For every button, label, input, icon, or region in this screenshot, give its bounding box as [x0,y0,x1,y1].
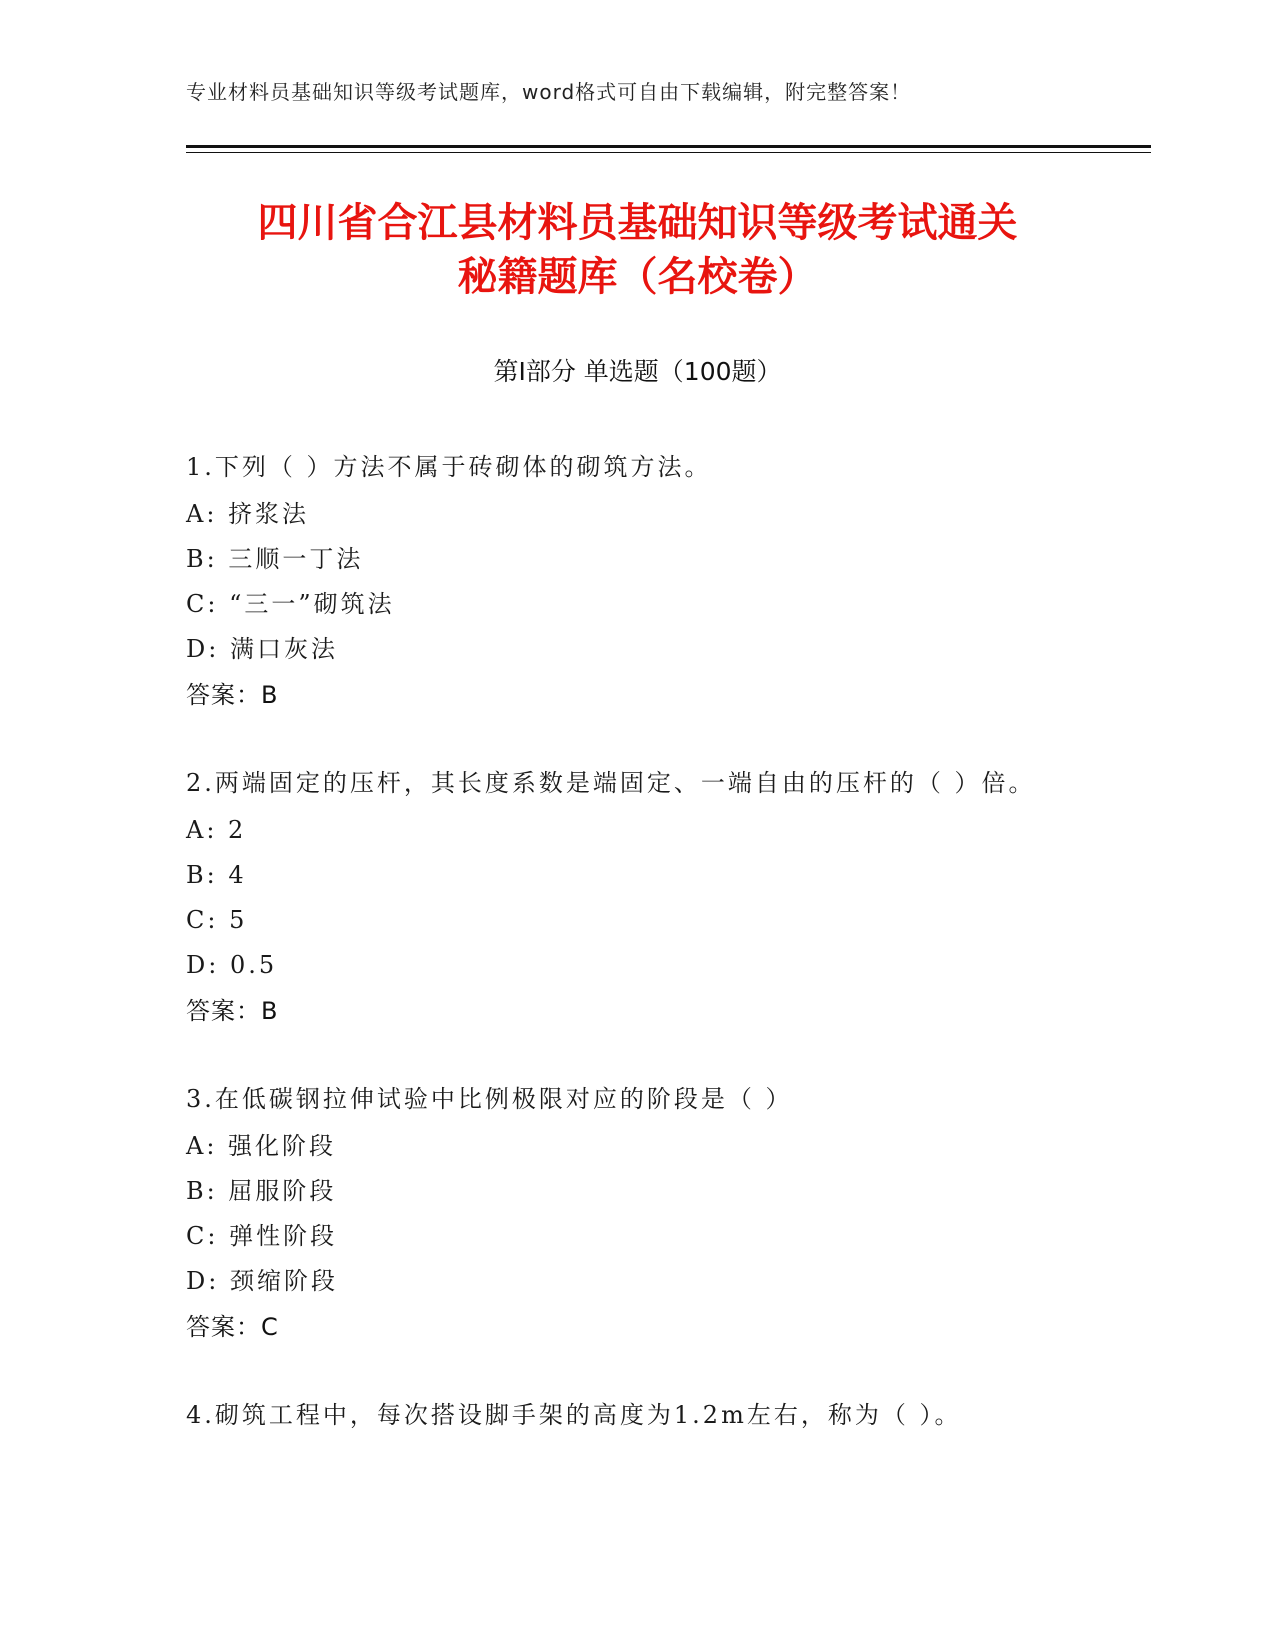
option-a: A: 强化阶段 [186,1132,337,1160]
header-note: 专业材料员基础知识等级考试题库，word格式可自由下载编辑，附完整答案！ [186,80,912,104]
question-stem: 3.在低碳钢拉伸试验中比例极限对应的阶段是（ ） [186,1085,793,1113]
option-d: D: 颈缩阶段 [186,1267,338,1295]
option-d: D: 0.5 [186,951,278,979]
document-title-line-1: 四川省合江县材料员基础知识等级考试通关 [257,200,1018,246]
option-b: B: 三顺一丁法 [186,545,364,573]
document-title [150,196,1125,304]
answer: 答案：B [186,997,279,1025]
option-c: C: 5 [186,906,248,934]
option-c: C: “三一”砌筑法 [186,590,395,618]
option-a: A: 2 [186,816,247,844]
option-c: C: 弹性阶段 [186,1222,338,1250]
question-stem: 4.砌筑工程中，每次搭设脚手架的高度为1.2m左右，称为（ ）。 [186,1401,962,1429]
section-heading: 第Ⅰ部分 单选题（100题） [493,357,782,386]
option-b: B: 屈服阶段 [186,1177,337,1205]
header-rule-thick [186,145,1151,148]
answer: 答案：C [186,1313,279,1341]
option-a: A: 挤浆法 [186,500,310,528]
question-1 [186,442,1076,718]
document-title-line-2: 秘籍题库（名校卷） [457,254,818,300]
option-b: B: 4 [186,861,247,889]
option-d: D: 满口灰法 [186,635,338,663]
header-rule-thin [186,152,1151,153]
question-list [186,442,1076,1480]
question-2 [186,758,1076,1034]
question-stem: 2.两端固定的压杆，其长度系数是端固定、一端自由的压杆的（ ）倍。 [186,769,1036,797]
question-4 [186,1390,1076,1440]
answer: 答案：B [186,681,279,709]
question-stem: 1.下列（ ）方法不属于砖砌体的砌筑方法。 [186,453,712,481]
question-3 [186,1074,1076,1350]
